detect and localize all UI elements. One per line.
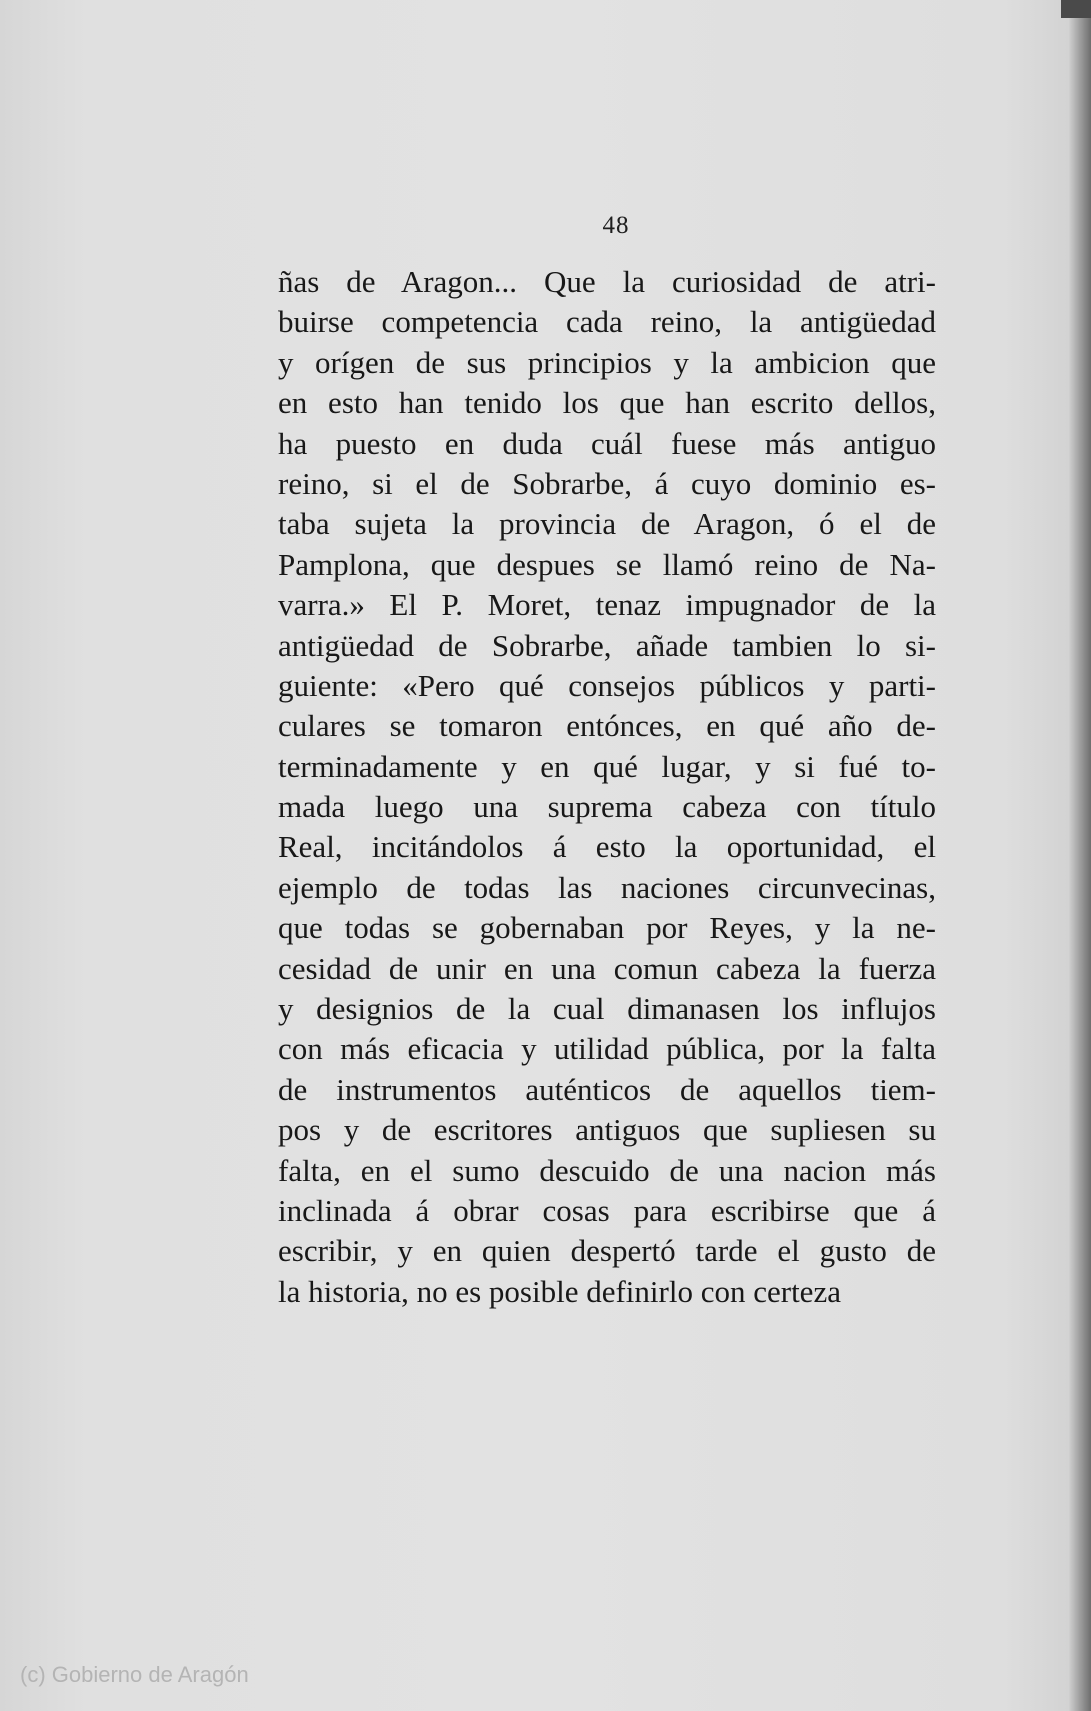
text-line: pos y de escritores antiguos que supliesen su bbox=[278, 1112, 936, 1148]
text-line: cesidad de unir en una comun cabeza la fuerza bbox=[278, 950, 936, 986]
body-text bbox=[278, 262, 936, 1312]
text-line: ejemplo de todas las naciones circunvecinas, bbox=[278, 869, 936, 905]
text-line: la historia, no es posible definirlo con certeza bbox=[278, 1273, 841, 1309]
text-line: taba sujeta la provincia de Aragon, ó el de bbox=[278, 506, 936, 542]
text-line: guiente: «Pero qué consejos públicos y parti- bbox=[278, 667, 936, 703]
text-line: Pamplona, que despues se llamó reino de Na- bbox=[278, 546, 936, 582]
text-line: ha puesto en duda cuál fuese más antiguo bbox=[278, 425, 936, 461]
text-line: buirse competencia cada reino, la antigüedad bbox=[278, 304, 936, 340]
text-line: culares se tomaron entónces, en qué año de- bbox=[278, 708, 936, 744]
text-line: mada luego una suprema cabeza con título bbox=[278, 789, 936, 825]
text-line: y orígen de sus principios y la ambicion que bbox=[278, 344, 936, 380]
text-line: escribir, y en quien despertó tarde el gusto de bbox=[278, 1233, 936, 1269]
text-line: que todas se gobernaban por Reyes, y la ne- bbox=[278, 910, 936, 946]
text-line: antigüedad de Sobrarbe, añade tambien lo si- bbox=[278, 627, 936, 663]
text-line: en esto han tenido los que han escrito dellos, bbox=[278, 385, 936, 421]
copyright-watermark: (c) Gobierno de Aragón bbox=[20, 1662, 249, 1687]
text-line: con más eficacia y utilidad pública, por la falta bbox=[278, 1031, 936, 1067]
text-line: terminadamente y en qué lugar, y si fué to- bbox=[278, 748, 936, 784]
text-line: reino, si el de Sobrarbe, á cuyo dominio es- bbox=[278, 465, 936, 501]
text-line: falta, en el sumo descuido de una nacion más bbox=[278, 1152, 936, 1188]
text-line: y designios de la cual dimanasen los influjos bbox=[278, 991, 936, 1027]
text-line: varra.» El P. Moret, tenaz impugnador de la bbox=[278, 587, 936, 623]
text-line: de instrumentos auténticos de aquellos tiem- bbox=[278, 1071, 936, 1107]
page-edge-shadow bbox=[1069, 0, 1091, 1711]
page-corner bbox=[1061, 0, 1091, 18]
text-line: ñas de Aragon... Que la curiosidad de atri- bbox=[278, 264, 936, 299]
text-line: Real, incitándolos á esto la oportunidad, el bbox=[278, 829, 936, 865]
page-number: 48 bbox=[602, 212, 630, 239]
text-line: inclinada á obrar cosas para escribirse que á bbox=[278, 1192, 936, 1228]
